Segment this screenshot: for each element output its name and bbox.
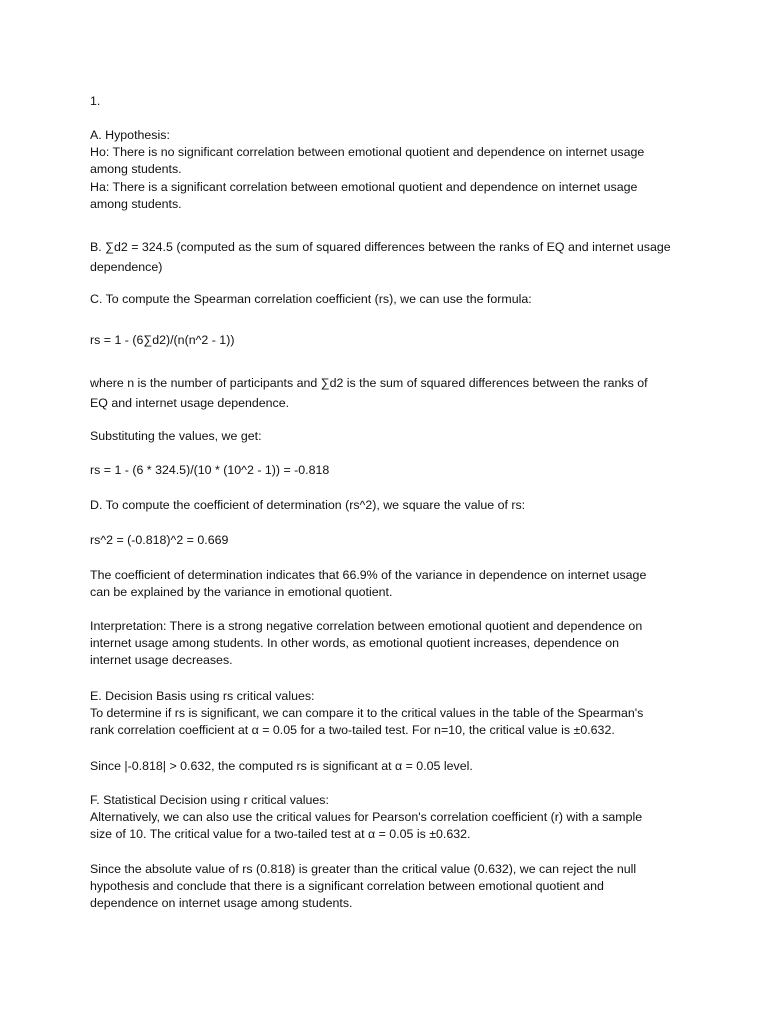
section-b-line-2: dependence): [90, 260, 163, 274]
interpretation-line-1: Interpretation: There is a strong negative correlation between emotional quotient and dependence on: [90, 619, 643, 633]
interpretation-line-3: internet usage decreases.: [90, 653, 233, 668]
interpretation-line-2: internet usage among students. In other words, as emotional quotient increases, dependence on: [90, 636, 620, 651]
section-f-line-1: Alternatively, we can also use the critical values for Pearson's correlation coefficient (r) with a sample: [90, 810, 643, 825]
item-number-text: 1.: [90, 94, 101, 108]
section-f-line-2: size of 10. The critical value for a two-tailed test at α = 0.05 is ±0.632.: [90, 827, 471, 842]
rs-squared-result: [90, 532, 690, 549]
item-number: [90, 93, 690, 110]
section-a-heading: A. Hypothesis:: [90, 128, 170, 142]
final-conclusion-line-3: dependence on internet usage among students.: [90, 896, 353, 911]
rs-result: [90, 462, 690, 479]
substituting-text: [90, 428, 690, 445]
formula-explanation-line-2: EQ and internet usage dependence.: [90, 396, 290, 410]
alternative-hypothesis-line-2: among students.: [90, 196, 182, 211]
section-c-intro-text: C. To compute the Spearman correlation coefficient (rs), we can use the formula:: [90, 292, 532, 306]
rs-result-text: rs = 1 - (6 * 324.5)/(10 * (10^2 - 1)) = -0.818: [90, 463, 330, 477]
null-hypothesis-line-1: Ho: There is no significant correlation between emotional quotient and dependence on internet usage: [90, 145, 645, 160]
section-e-heading: E. Decision Basis using rs critical values:: [90, 689, 315, 703]
determination-line-1: The coefficient of determination indicates that 66.9% of the variance in dependence on internet usage: [90, 568, 647, 582]
section-f-statistical-decision: [90, 792, 690, 844]
alternative-hypothesis-line-1: Ha: There is a significant correlation between emotional quotient and dependence on internet usage: [90, 179, 638, 194]
determination-line-2: can be explained by the variance in emotional quotient.: [90, 585, 393, 600]
final-conclusion-line-2: hypothesis and conclude that there is a significant correlation between emotional quotient and: [90, 879, 604, 894]
determination-explanation: [90, 567, 690, 601]
spearman-formula-text: rs = 1 - (6∑d2)/(n(n^2 - 1)): [90, 333, 235, 347]
section-e-line-2: rank correlation coefficient at α = 0.05 for a two-tailed test. For n=10, the critical value is ±0.632.: [90, 723, 615, 738]
null-hypothesis-line-2: among students.: [90, 162, 182, 177]
section-e-line-1: To determine if rs is significant, we can compare it to the critical values in the table of the Spearman's: [90, 706, 644, 721]
rs-squared-result-text: rs^2 = (-0.818)^2 = 0.669: [90, 533, 229, 547]
section-e-conclusion: [90, 758, 690, 775]
final-conclusion-line-1: Since the absolute value of rs (0.818) is greater than the critical value (0.632), we can reject the null: [90, 862, 637, 876]
section-f-heading: F. Statistical Decision using r critical values:: [90, 793, 329, 807]
section-a-hypothesis: [90, 127, 690, 213]
section-b-sum-d2: [90, 237, 690, 277]
spearman-formula: [90, 332, 690, 349]
formula-explanation: [90, 373, 690, 413]
substituting-line: Substituting the values, we get:: [90, 429, 262, 443]
section-e-decision-basis: [90, 688, 690, 740]
section-d-intro: [90, 497, 690, 514]
section-b-line-1: B. ∑d2 = 324.5 (computed as the sum of squared differences between the ranks of EQ and internet usage: [90, 240, 671, 254]
interpretation: [90, 618, 690, 670]
final-conclusion: [90, 861, 690, 913]
section-c-intro: [90, 291, 690, 308]
section-d-intro-text: D. To compute the coefficient of determination (rs^2), we square the value of rs:: [90, 498, 526, 512]
formula-explanation-line-1: where n is the number of participants and ∑d2 is the sum of squared differences between the ranks of: [90, 376, 648, 390]
section-e-since: Since |-0.818| > 0.632, the computed rs is significant at α = 0.05 level.: [90, 759, 473, 773]
